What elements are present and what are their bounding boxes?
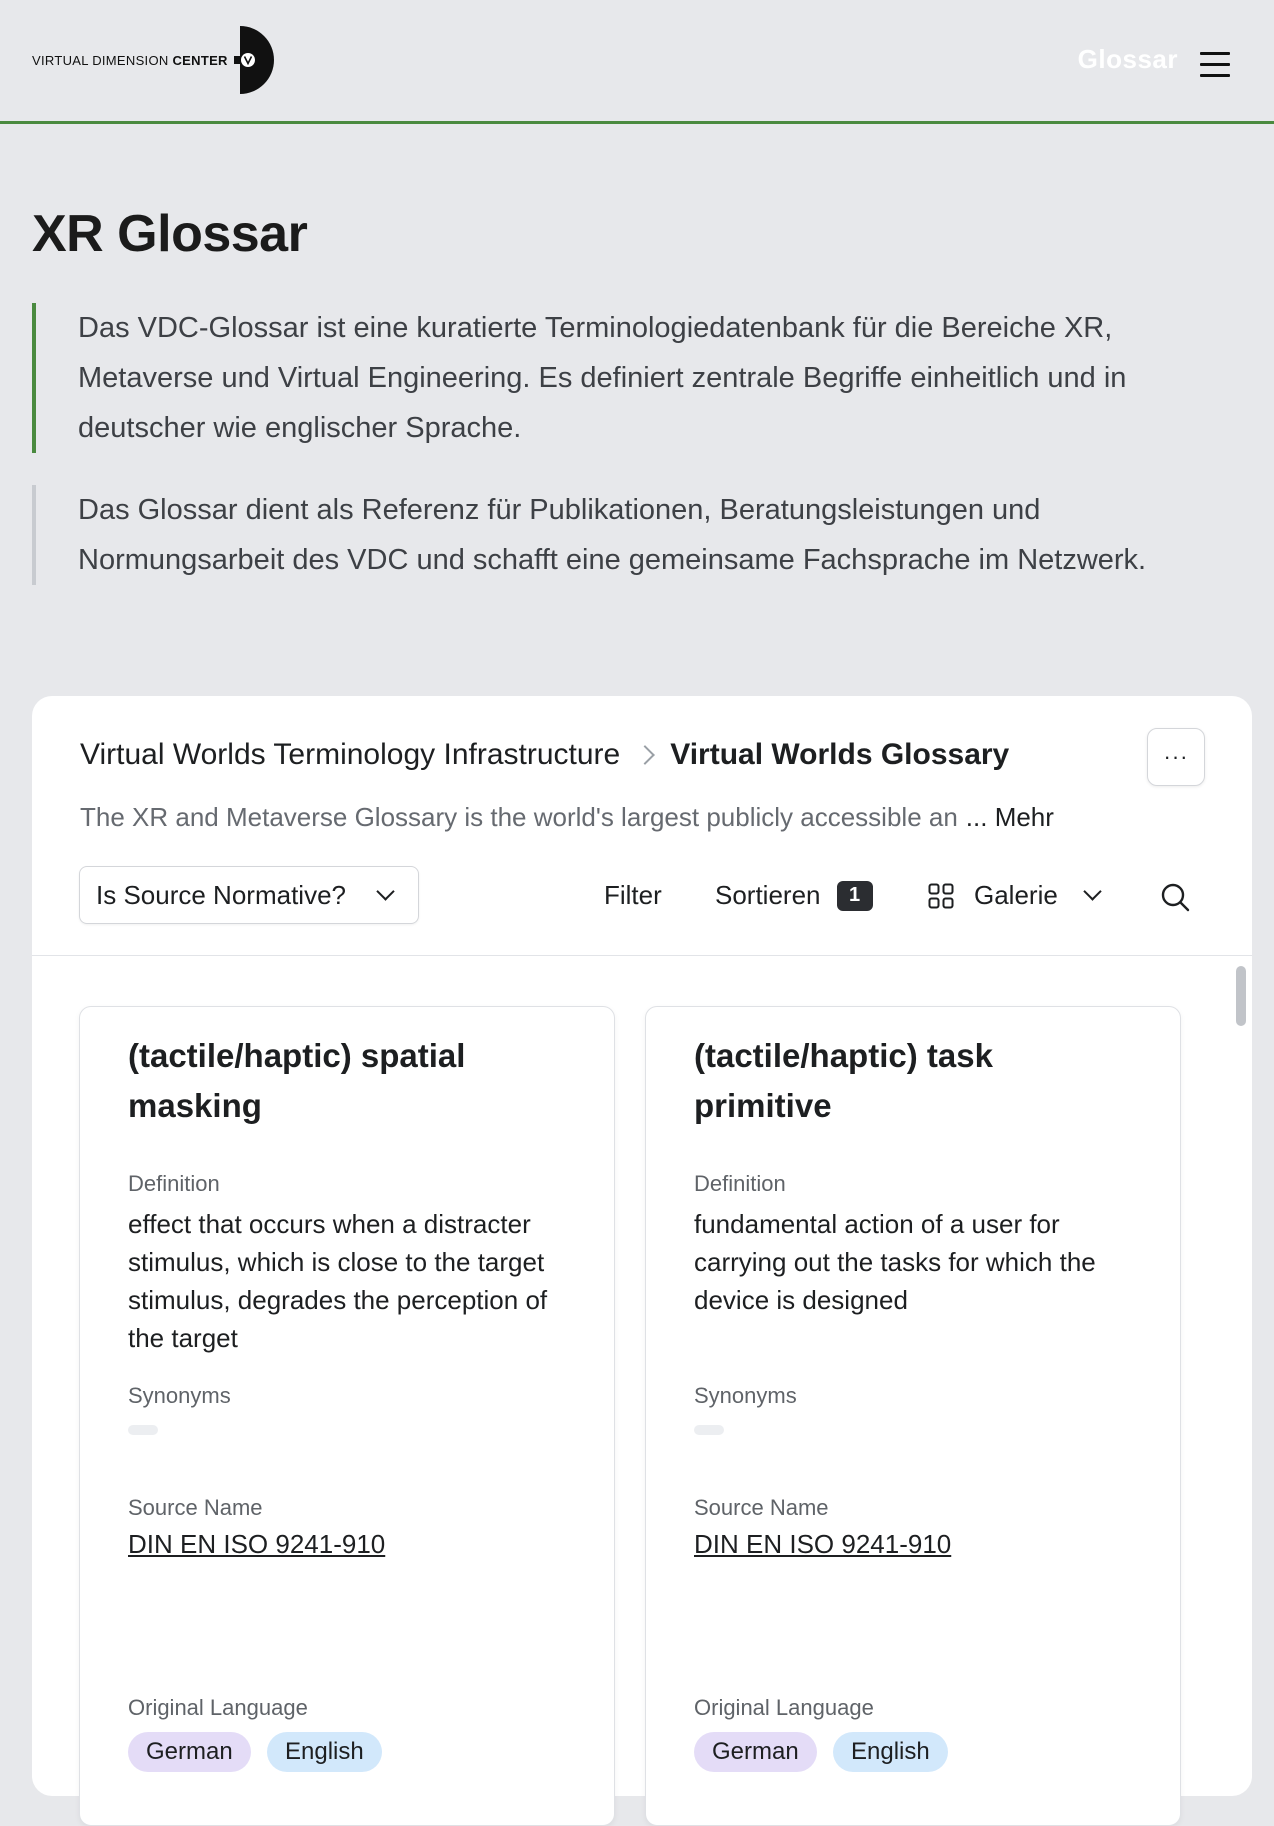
breadcrumb bbox=[80, 738, 1009, 772]
breadcrumb-parent[interactable]: Virtual Worlds Terminology Infrastructure bbox=[80, 738, 621, 771]
vdc-logo[interactable] bbox=[32, 26, 274, 94]
source-label: Source Name bbox=[694, 1495, 829, 1520]
vdc-logo-mark-icon bbox=[234, 26, 274, 94]
description-text: The XR and Metaverse Glossary is the world's largest publicly accessible an bbox=[80, 802, 958, 832]
intro-paragraph-2: Das Glossar dient als Referenz für Publikationen, Beratungsleistungen und Normungsarbeit des VDC und schafft eine gemeinsame Fachsprache im Netzwerk. bbox=[32, 485, 1232, 585]
sort-count-badge: 1 bbox=[837, 881, 873, 911]
nav-link-glossar[interactable]: Glossar bbox=[1077, 44, 1178, 74]
more-options-button[interactable]: ··· bbox=[1147, 728, 1205, 786]
chevron-right-icon bbox=[635, 745, 655, 765]
definition-label: Definition bbox=[694, 1171, 786, 1196]
page-title: XR Glossar bbox=[32, 205, 308, 263]
intro-paragraph-1: Das VDC-Glossar ist eine kuratierte Terminologiedatenbank für die Bereiche XR, Metaverse und Virtual Engineering. Es definiert zentrale Begriffe einheitlich und in deutscher wie englischer Sprache. bbox=[32, 303, 1232, 453]
panel-description bbox=[80, 802, 1054, 833]
definition-value: effect that occurs when a distracter stimulus, which is close to the target stimulus, degrades the perception of the target bbox=[128, 1209, 548, 1353]
logo-text-regular: VIRTUAL DIMENSION bbox=[32, 52, 173, 68]
language-label: Original Language bbox=[128, 1695, 308, 1720]
toolbar bbox=[32, 866, 1252, 956]
glossary-card[interactable] bbox=[645, 1006, 1181, 1826]
chevron-down-icon bbox=[1083, 882, 1101, 900]
normative-filter-select[interactable] bbox=[79, 866, 419, 924]
select-value: Is Source Normative? bbox=[96, 879, 346, 910]
glossary-panel bbox=[32, 696, 1252, 1796]
site-header bbox=[0, 0, 1274, 124]
source-link[interactable]: DIN EN ISO 9241-910 bbox=[128, 1529, 386, 1559]
synonyms-label: Synonyms bbox=[128, 1383, 231, 1408]
card-title: (tactile/haptic) spatial masking bbox=[128, 1037, 466, 1124]
definition-label: Definition bbox=[128, 1171, 220, 1196]
chevron-down-icon bbox=[376, 882, 394, 900]
logo-text-bold: CENTER bbox=[172, 52, 228, 68]
view-label: Galerie bbox=[974, 880, 1058, 910]
sort-button[interactable] bbox=[715, 880, 873, 911]
sort-label: Sortieren bbox=[715, 880, 821, 910]
synonyms-empty-pill bbox=[694, 1425, 724, 1435]
language-label: Original Language bbox=[694, 1695, 874, 1720]
definition-value: fundamental action of a user for carrying out the tasks for which the device is designed bbox=[694, 1209, 1096, 1315]
language-tag-english: English bbox=[267, 1732, 382, 1772]
language-tag-german: German bbox=[128, 1732, 251, 1772]
breadcrumb-current: Virtual Worlds Glossary bbox=[670, 738, 1010, 771]
grid-icon bbox=[928, 883, 954, 909]
filter-label: Filter bbox=[604, 880, 662, 910]
card-title: (tactile/haptic) task primitive bbox=[694, 1037, 993, 1124]
logo-text bbox=[32, 53, 228, 68]
search-icon[interactable] bbox=[1160, 882, 1190, 912]
synonyms-label: Synonyms bbox=[694, 1383, 797, 1408]
synonyms-empty-pill bbox=[128, 1425, 158, 1435]
scrollbar-thumb[interactable] bbox=[1236, 966, 1246, 1026]
source-label: Source Name bbox=[128, 1495, 263, 1520]
hamburger-icon[interactable] bbox=[1200, 52, 1230, 78]
language-tag-german: German bbox=[694, 1732, 817, 1772]
language-tag-english: English bbox=[833, 1732, 948, 1772]
view-switch-button[interactable] bbox=[928, 880, 1099, 911]
glossary-card[interactable] bbox=[79, 1006, 615, 1826]
filter-button[interactable] bbox=[604, 880, 662, 911]
description-more-link[interactable]: ... Mehr bbox=[965, 802, 1054, 832]
source-link[interactable]: DIN EN ISO 9241-910 bbox=[694, 1529, 952, 1559]
